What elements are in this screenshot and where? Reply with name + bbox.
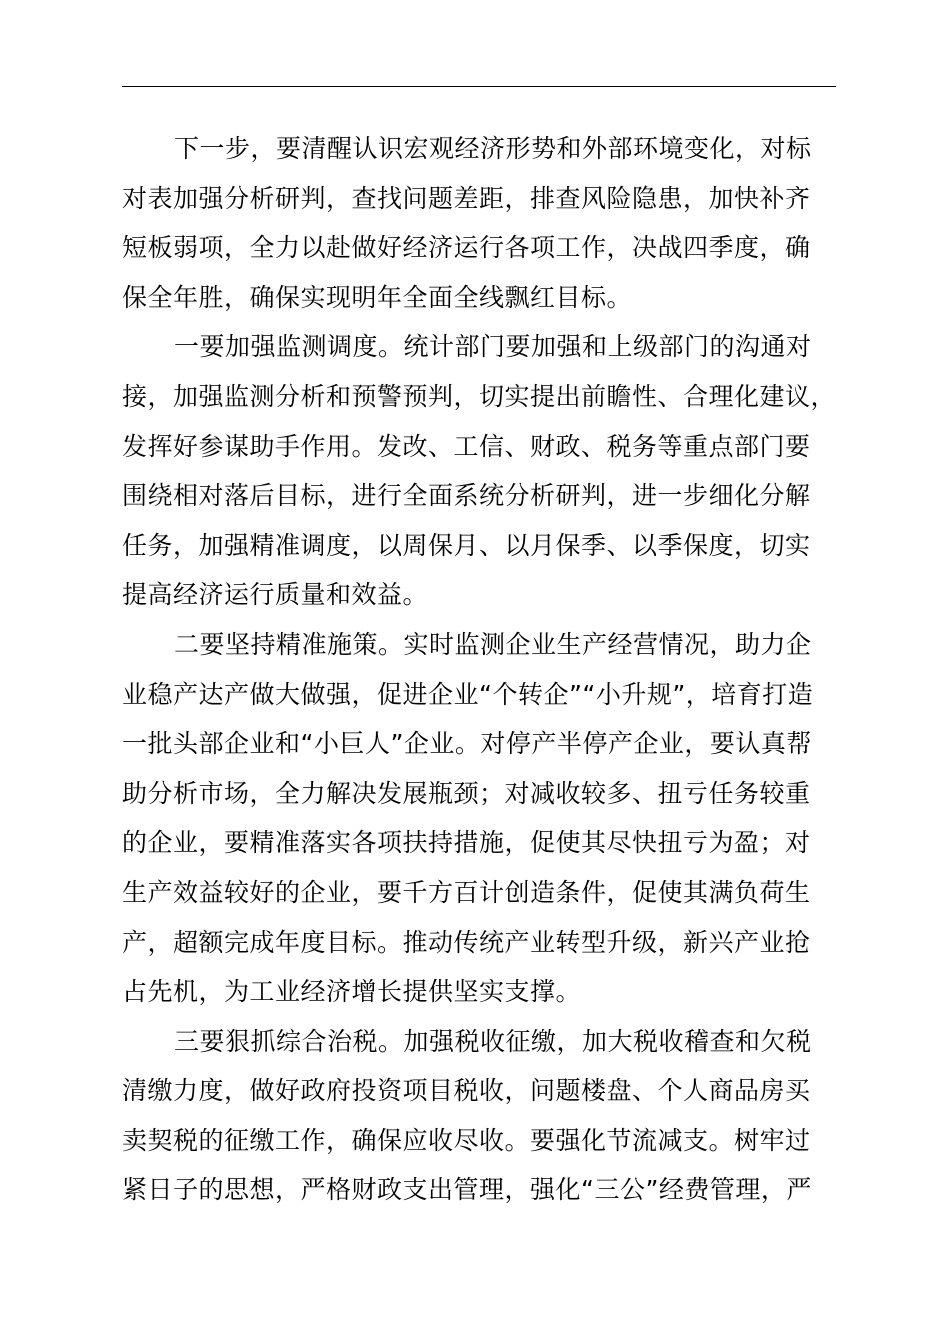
text-line: 短板弱项，全力以赴做好经济运行各项工作，决战四季度，确	[122, 233, 811, 263]
text-line: 下一步，要清醒认识宏观经济形势和外部环境变化，对标	[174, 134, 812, 163]
text-line: 一批头部企业和“小巨人”企业。对停产半停产企业，要认真帮	[122, 729, 812, 759]
text-line: 业稳产达产做大做强，促进企业“个转企”“小升规”，培育打造	[122, 679, 814, 709]
text-line: 紧日子的思想，严格财政支出管理，强化“三公”经费管理，严	[122, 1175, 812, 1205]
text-line: 任务，加强精准调度，以周保月、以月保季、以季保度，切实	[122, 530, 811, 560]
paragraph-tax-governance	[122, 1017, 840, 1215]
text-line: 接，加强监测分析和预警预判，切实提出前瞻性、合理化建议，	[122, 381, 837, 411]
paragraph-next-steps	[122, 124, 840, 322]
document-body	[122, 124, 840, 1215]
paragraph-monitoring	[122, 322, 840, 620]
text-line: 发挥好参谋助手作用。发改、工信、财政、税务等重点部门要	[122, 431, 811, 461]
text-line: 三要狠抓综合治税。加强税收征缴，加大税收稽查和欠税	[174, 1026, 812, 1056]
text-line: 围绕相对落后目标，进行全面系统分析研判，进一步细化分解	[122, 481, 811, 511]
text-line: 生产效益较好的企业，要千方百计创造条件，促使其满负荷生	[122, 877, 811, 907]
text-line: 产，超额完成年度目标。推动传统产业转型升级，新兴产业抢	[122, 927, 811, 957]
text-line: 保全年胜，确保实现明年全面全线飘红目标。	[122, 282, 633, 312]
text-line: 一要加强监测调度。统计部门要加强和上级部门的沟通对	[174, 332, 812, 362]
header-rule	[122, 86, 836, 87]
text-line: 对表加强分析研判，查找问题差距，排查风险隐患，加快补齐	[122, 183, 811, 213]
text-line: 的企业，要精准落实各项扶持措施，促使其尽快扭亏为盈；对	[122, 828, 811, 858]
text-line: 二要坚持精准施策。实时监测企业生产经营情况，助力企	[174, 629, 812, 659]
text-line: 清缴力度，做好政府投资项目税收，问题楼盘、个人商品房买	[122, 1076, 811, 1106]
text-line: 占先机，为工业经济增长提供坚实支撑。	[122, 977, 582, 1007]
text-line: 助分析市场，全力解决发展瓶颈；对减收较多、扭亏任务较重	[122, 778, 811, 808]
text-line: 提高经济运行质量和效益。	[122, 580, 429, 610]
text-line: 卖契税的征缴工作，确保应收尽收。要强化节流减支。树牢过	[122, 1125, 811, 1155]
paragraph-precise-policy	[122, 620, 840, 1017]
